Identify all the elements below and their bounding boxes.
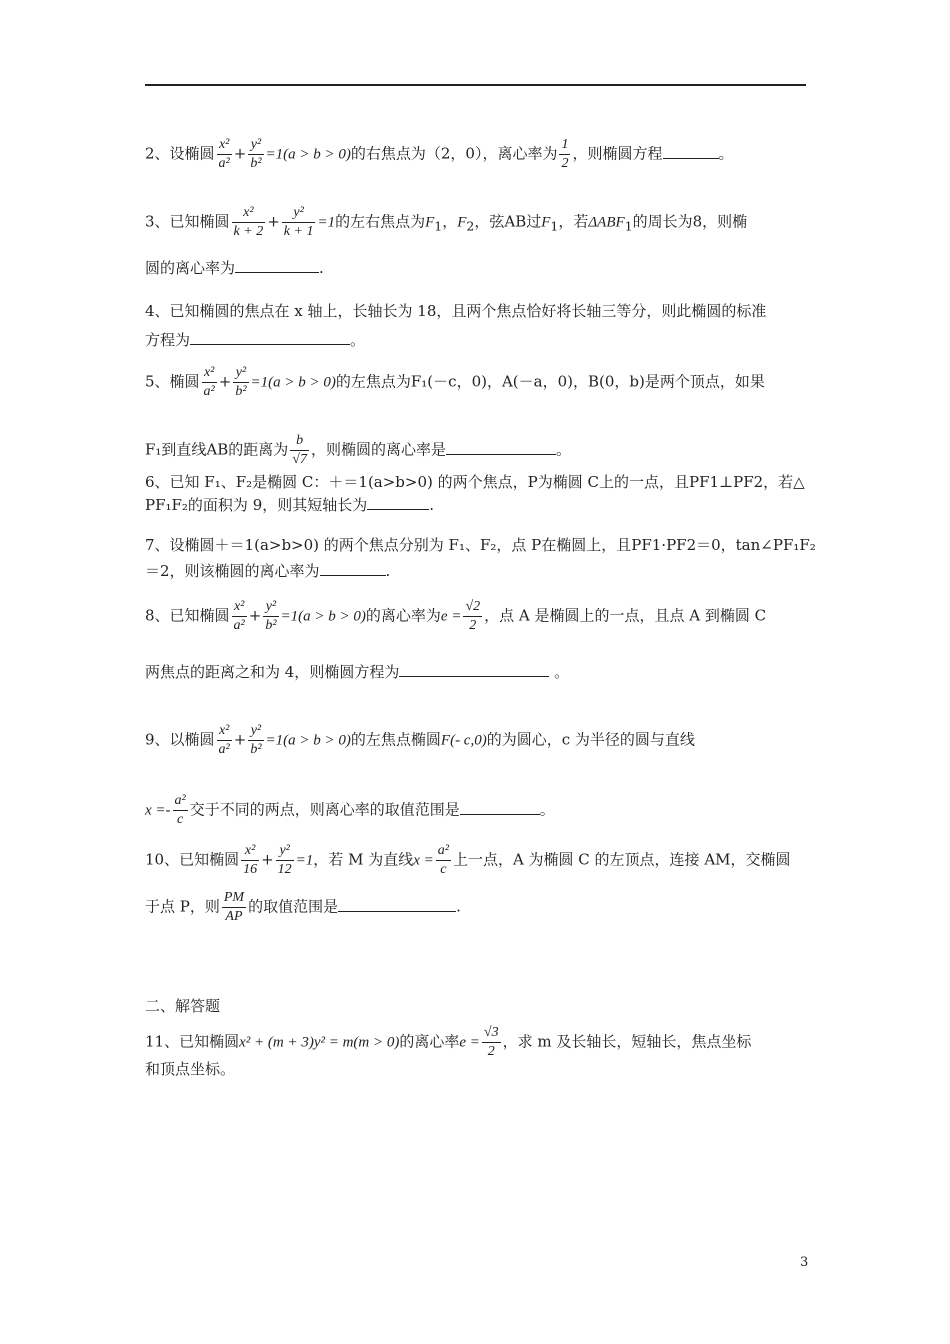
q11-e-label: e =: [459, 1034, 480, 1051]
question-6: 6、已知 F₁、F₂是椭圆 C：＋＝1(a>b>0) 的两个焦点，P为椭圆 C上的一点，且PF1⊥PF2，若△: [145, 473, 805, 491]
q9-prefix: 9、以椭圆: [145, 730, 215, 749]
q9-mid: 的左焦点椭圆: [350, 730, 441, 749]
answer-blank[interactable]: [446, 438, 556, 455]
q8-end: 。: [554, 663, 570, 681]
q2-equation: =1(a > b > 0): [265, 146, 351, 163]
fraction-y2-b2: $\frac{\text{y²}}{\text{b²}}$: [250, 137, 262, 171]
answer-blank[interactable]: [367, 493, 429, 510]
q9-line2-text: 交于不同的两点，则离心率的取值范围是: [189, 800, 460, 819]
fraction-x2-k2: $\frac{\text{x²}}{k + 2}$: [233, 205, 264, 239]
fraction-x2-a2: $\frac{\text{x²}}{\text{a²}}$: [233, 599, 245, 633]
q4-line2-text: 方程为: [145, 331, 191, 349]
fraction-one-half: $\frac{1}{2}$: [561, 137, 569, 171]
answer-blank[interactable]: [235, 256, 319, 273]
q5-line2a: F₁到直线AB的距离为: [145, 440, 289, 459]
q8-mid: 的离心率为: [365, 606, 441, 625]
fraction-y2-b2: $\frac{\text{y²}}{\text{b²}}$: [265, 599, 277, 633]
fraction-pm-ap: $\frac{PM}{AP}$: [223, 890, 245, 924]
answer-blank[interactable]: [663, 142, 719, 159]
q8-rest: ，点 A 是椭圆上的一点，且点 A 到椭圆 C: [484, 606, 767, 625]
q2-end: 。: [718, 144, 734, 163]
question-4-line-2: [145, 328, 810, 351]
answer-blank[interactable]: [320, 559, 386, 576]
fraction-sqrt3-2: $\frac{√3}{2}$: [483, 1025, 499, 1059]
question-5: 5、椭圆 $\frac{\text{x²}}{\text{a²}}$ + $\frac{\text{y²}}{\text{b²}}$ =1(a > b > 0)的左焦点为F₁(－c，0)，A(－a，0)，B(0，b)是两个顶点，如果: [145, 365, 765, 399]
q8-equation: =1(a > b > 0): [280, 608, 366, 625]
q11-equation: x² + (m + 3)y² = m(m > 0): [239, 1034, 400, 1051]
fraction-x2-16: $\frac{\text{x²}}{16}$: [243, 843, 258, 877]
question-4: 4、已知椭圆的焦点在 x 轴上，长轴长为 18，且两个焦点恰好将长轴三等分，则此椭圆的标准: [145, 302, 767, 320]
question-8-line-2: [145, 660, 810, 683]
q7-end: .: [385, 562, 391, 580]
q7-line2-text: ＝2，则该椭圆的离心率为: [145, 562, 320, 580]
q5-prefix: 5、椭圆: [145, 372, 200, 391]
question-9: 9、以椭圆 $\frac{\text{x²}}{\text{a²}}$ + $\frac{\text{y²}}{\text{b²}}$ =1(a > b > 0)的左焦点椭圆F(- c,0)的为圆心，c 为半径的圆与直线: [145, 723, 695, 757]
fraction-y2-b2: $\frac{\text{y²}}{\text{b²}}$: [235, 365, 247, 399]
question-3-line-2: [145, 256, 810, 279]
fraction-a2-c: $\frac{\text{a²}}{c}$: [174, 793, 186, 827]
q3-text-3: ，若: [558, 212, 589, 231]
q6-end: .: [429, 496, 435, 514]
q10-mid: ，若 M 为直线: [313, 850, 414, 869]
question-7-line-2: [145, 559, 810, 582]
question-10: 10、已知椭圆 $\frac{\text{x²}}{16}$ + $\frac{\text{y²}}{12}$ =1，若 M 为直线x = $\frac{\text{a²}}{c}$ 上一点，A 为椭圆 C 的左顶点，连接 AM，交椭圆: [145, 843, 791, 877]
section-heading: 二、解答题: [145, 997, 221, 1015]
q5-rest: 的左焦点为F₁(－c，0)，A(－a，0)，B(0，b)是两个顶点，如果: [335, 372, 765, 391]
q10-prefix: 10、已知椭圆: [145, 850, 240, 869]
answer-blank[interactable]: [338, 895, 456, 912]
q10-x-label: x =: [413, 852, 434, 869]
fraction-b-sqrt7: $\frac{b}{√7}$: [292, 433, 307, 467]
question-11-line-2: 和顶点坐标。: [145, 1060, 236, 1078]
question-10-line-2: [145, 889, 810, 926]
fraction-sqrt2-2: $\frac{√2}{2}$: [465, 599, 481, 633]
q11-mid: 的离心率: [399, 1032, 460, 1051]
fraction-y2-12: $\frac{\text{y²}}{12}$: [277, 843, 292, 877]
q9-end: 。: [539, 800, 555, 819]
q3-line2-text: 圆的离心率为: [145, 259, 236, 277]
q10-end: .: [456, 897, 461, 916]
q3-text-2: ，弦AB过: [474, 212, 542, 231]
header-rule: [145, 84, 806, 86]
q8-e-label: e =: [440, 608, 462, 625]
q3-sep: ，: [442, 212, 458, 231]
fraction-x2-a2: $\frac{\text{x²}}{\text{a²}}$: [218, 723, 230, 757]
fraction-y2-k1: $\frac{\text{y²}}{k + 1}$: [283, 205, 314, 239]
q11-prefix: 11、已知椭圆: [145, 1032, 240, 1051]
fraction-y2-b2: $\frac{\text{y²}}{\text{b²}}$: [250, 723, 262, 757]
question-7: 7、设椭圆＋＝1(a>b>0) 的两个焦点分别为 F₁、F₂，点 P在椭圆上，且PF1·PF2＝0，tan∠PF₁F₂: [145, 536, 816, 554]
q3-end: .: [319, 259, 324, 277]
fraction-x2-a2: $\frac{\text{x²}}{\text{a²}}$: [218, 137, 230, 171]
q3-text-4: 的周长为8，则椭: [632, 212, 748, 231]
question-11: [145, 1024, 810, 1061]
answer-blank[interactable]: [399, 660, 549, 677]
focus-f2: F: [457, 214, 467, 231]
q8-line2-text: 两焦点的距离之和为 4，则椭圆方程为: [145, 663, 400, 681]
q5-line2b: ，则椭圆的离心率是: [310, 440, 446, 459]
q10-rest: 上一点，A 为椭圆 C 的左顶点，连接 AM，交椭圆: [452, 850, 791, 869]
question-3: 3、已知椭圆 $\frac{\text{x²}}{k + 2}$ + $\frac{\text{y²}}{k + 1}$ =1的左右焦点为$F_1$，$F_2$，弦AB过$F_1$，若$\Delta ABF_1$的周长为8，则椭: [145, 205, 748, 239]
q6-line2-text: PF₁F₂的面积为 9，则其短轴长为: [145, 496, 368, 514]
q11-rest: ，求 m 及长轴长，短轴长，焦点坐标: [502, 1032, 752, 1051]
q9-x-label: x =-: [145, 802, 171, 819]
page-number: 3: [800, 1255, 809, 1270]
q5-end: 。: [555, 440, 571, 459]
question-8: 8、已知椭圆 $\frac{\text{x²}}{\text{a²}}$ + $\frac{\text{y²}}{\text{b²}}$ =1(a > b > 0)的离心率为e = $\frac{√2}{2}$ ，点 A 是椭圆上的一点，且点 A 到椭圆 C: [145, 599, 767, 633]
q8-prefix: 8、已知椭圆: [145, 606, 230, 625]
fraction-a2-c: $\frac{\text{a²}}{c}$: [437, 843, 449, 877]
triangle-abf1: ΔABF: [588, 214, 625, 231]
q9-rest: 的为圆心，c 为半径的圆与直线: [486, 730, 695, 749]
q3-text-1: 的左右焦点为: [335, 212, 426, 231]
q10-equation: =1: [295, 852, 314, 869]
q3-prefix: 3、已知椭圆: [145, 212, 230, 231]
question-2: 2、设椭圆 $\frac{\text{x²}}{\text{a²}}$ + $\frac{\text{y²}}{\text{b²}}$ =1(a > b > 0)的右焦点为（2，0），离心率为 $\frac{1}{2}$ ，则椭圆方程 。: [145, 137, 734, 171]
q2-middle-text: 的右焦点为（2，0），离心率为: [350, 144, 558, 163]
question-9-line-2: [145, 792, 810, 829]
q9-focus-f: F(- c,0): [440, 732, 487, 749]
q9-equation: =1(a > b > 0): [265, 732, 351, 749]
answer-blank[interactable]: [460, 798, 540, 815]
focus-f1: F: [425, 214, 435, 231]
q3-equation: =1: [317, 214, 336, 231]
q10-line2b: 的取值范围是: [248, 897, 339, 916]
q4-end: 。: [350, 331, 366, 349]
question-6-line-2: [145, 493, 810, 516]
q5-equation: =1(a > b > 0): [250, 374, 336, 391]
q10-line2a: 于点 P，则: [145, 897, 220, 916]
answer-blank[interactable]: [190, 328, 350, 345]
fraction-x2-a2: $\frac{\text{x²}}{\text{a²}}$: [203, 365, 215, 399]
q2-prefix: 2、设椭圆: [145, 144, 215, 163]
question-5-line-2: [145, 432, 810, 469]
q2-post-text: ，则椭圆方程: [572, 144, 663, 163]
